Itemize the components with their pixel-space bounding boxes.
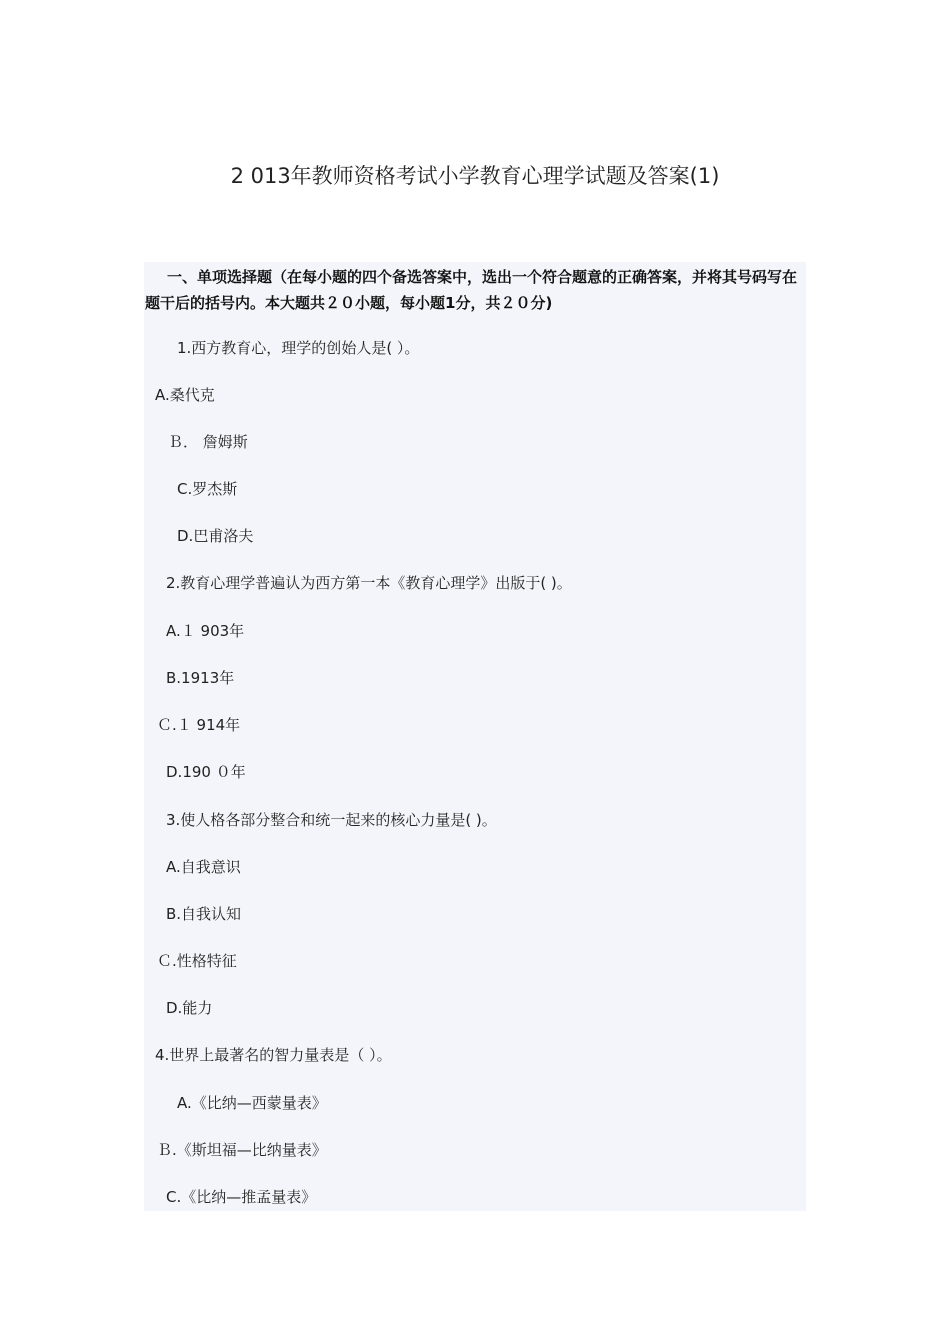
question-2-stem: 2.教育心理学普遍认为西方第一本《教育心理学》出版于( )。 xyxy=(166,574,572,592)
question-2-option-a: A.１ 903年 xyxy=(166,622,245,640)
question-2-option-b: B.1913年 xyxy=(166,669,235,687)
content-panel xyxy=(144,262,806,1211)
question-1-option-a: A.桑代克 xyxy=(155,386,215,404)
question-2-option-d: D.190 ０年 xyxy=(166,763,246,781)
document-title: 2 013年教师资格考试小学教育心理学试题及答案(1) xyxy=(230,164,720,188)
question-3-option-c: Ｃ.性格特征 xyxy=(157,952,237,970)
question-4-option-a: A.《比纳—西蒙量表》 xyxy=(177,1094,327,1112)
question-4-stem: 4.世界上最著名的智力量表是（ ）。 xyxy=(155,1046,392,1064)
question-1-stem: 1.西方教育心，理学的创始人是( ）。 xyxy=(177,339,420,357)
question-1-option-b: Ｂ． 詹姆斯 xyxy=(168,433,248,451)
question-3-option-b: B.自我认知 xyxy=(166,905,242,923)
question-3-option-d: D.能力 xyxy=(166,999,213,1017)
question-1-option-c: C.罗杰斯 xyxy=(177,480,238,498)
question-2-option-c: Ｃ.１ 914年 xyxy=(157,716,241,734)
question-3-stem: 3.使人格各部分整合和统一起来的核心力量是( )。 xyxy=(166,811,497,829)
question-4-option-b: Ｂ.《斯坦福—比纳量表》 xyxy=(157,1141,327,1159)
question-4-option-c: C.《比纳—推孟量表》 xyxy=(166,1188,317,1206)
section-heading: 一、单项选择题（在每小题的四个备选答案中，选出一个符合题意的正确答案，并将其号码写在题干后的括号内。本大题共２０小题，每小题1分，共２０分) xyxy=(145,268,798,312)
question-1-option-d: D.巴甫洛夫 xyxy=(177,527,254,545)
question-3-option-a: A.自我意识 xyxy=(166,858,241,876)
